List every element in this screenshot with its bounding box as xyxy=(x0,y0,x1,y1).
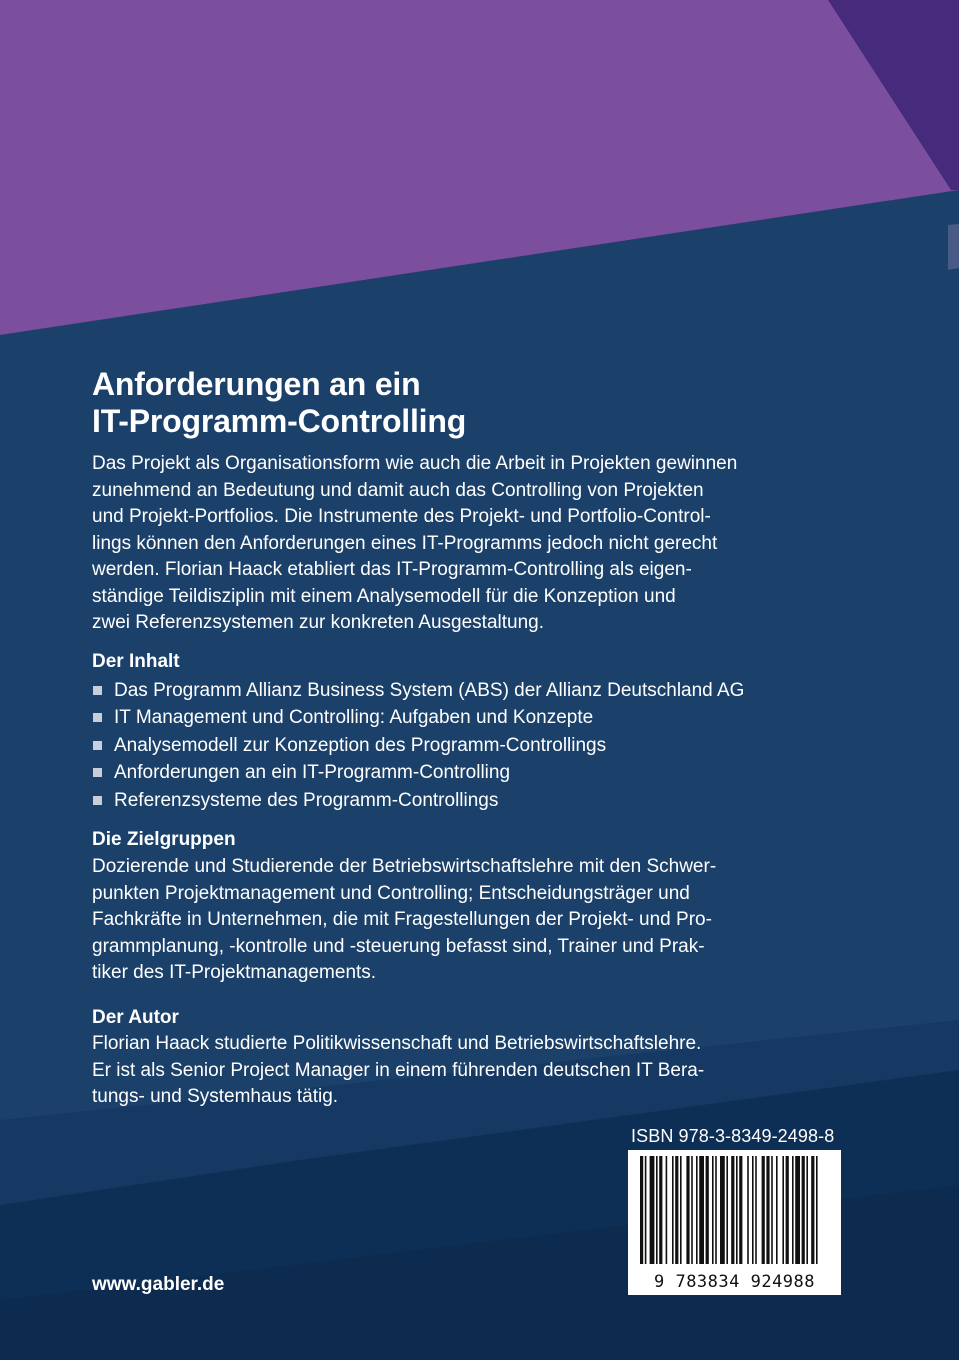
barcode-bar xyxy=(645,1156,647,1264)
autor-paragraph xyxy=(92,1031,704,1111)
barcode-bar xyxy=(672,1156,674,1264)
barcode-digits: 9 783834 924988 xyxy=(653,1272,816,1292)
barcode-bar xyxy=(806,1156,808,1264)
barcode-bar xyxy=(786,1156,789,1264)
barcode-bar xyxy=(776,1156,778,1264)
barcode-bar xyxy=(792,1156,794,1264)
list-item xyxy=(92,677,744,704)
barcode-bar xyxy=(795,1156,800,1264)
intro-line: ständige Teildisziplin mit einem Analysemodell für die Konzeption und xyxy=(92,585,676,607)
barcode-bar xyxy=(811,1156,814,1264)
list-item xyxy=(92,759,744,786)
barcode-bar xyxy=(659,1156,662,1264)
barcode-bar xyxy=(802,1156,805,1264)
list-item-text: IT Management und Controlling: Aufgaben und Konzepte xyxy=(114,707,594,729)
barcode-bar xyxy=(752,1156,754,1264)
autor-line: Er ist als Senior Project Manager in einem führenden deutschen IT Bera- xyxy=(92,1059,705,1081)
barcode xyxy=(628,1150,841,1295)
intro-line: Das Projekt als Organisationsform wie auch die Arbeit in Projekten gewinnen xyxy=(92,453,738,474)
barcode-bar xyxy=(771,1156,773,1264)
edge-accent xyxy=(948,224,959,270)
autor-line: tungs- und Systemhaus tätig. xyxy=(92,1086,339,1107)
zielgruppen-heading: Die Zielgruppen xyxy=(92,829,236,850)
list-item-text: Analysemodell zur Konzeption des Programm-Controllings xyxy=(114,734,607,756)
barcode-bar xyxy=(731,1156,734,1264)
barcode-bar xyxy=(699,1156,704,1264)
intro-line: werden. Florian Haack etabliert das IT-Programm-Controlling als eigen- xyxy=(92,559,692,580)
zielgruppen-line: Fachkräfte in Unternehmen, die mit Fragestellungen der Projekt- und Pro- xyxy=(92,909,712,930)
barcode-bar xyxy=(736,1156,738,1264)
zielgruppen-paragraph xyxy=(92,854,716,987)
barcode-bar xyxy=(686,1156,689,1264)
barcode-bar xyxy=(782,1156,784,1264)
zielgruppen-line: Dozierende und Studierende der Betriebswirtschaftslehre mit den Schwer- xyxy=(92,856,717,877)
barcode-bar xyxy=(675,1156,678,1264)
square-bullet-icon xyxy=(93,796,102,805)
book-title-line-2: IT-Programm-Controlling xyxy=(92,403,467,439)
barcode-bar xyxy=(762,1156,765,1264)
barcode-bar xyxy=(640,1156,643,1264)
zielgruppen-line: grammplanung, -kontrolle und -steuerung befasst sind, Trainer und Prak- xyxy=(92,935,705,957)
barcode-bar xyxy=(650,1156,655,1264)
square-bullet-icon xyxy=(93,686,102,695)
barcode-bar xyxy=(696,1156,698,1264)
intro-line: lings können den Anforderungen eines IT-Programms jedoch nicht gerecht xyxy=(92,532,718,554)
book-title-line-1: Anforderungen an ein xyxy=(92,366,421,402)
inhalt-heading: Der Inhalt xyxy=(92,651,180,672)
barcode-bar xyxy=(656,1156,658,1264)
barcode-bar xyxy=(706,1156,709,1264)
barcode-bar xyxy=(766,1156,769,1264)
book-title xyxy=(92,366,466,440)
publisher-url: www.gabler.de xyxy=(92,1274,225,1295)
square-bullet-icon xyxy=(93,741,102,750)
list-item-text: Das Programm Allianz Business System (ABS) der Allianz Deutschland AG xyxy=(114,680,745,701)
inhalt-list xyxy=(92,677,744,814)
list-item xyxy=(92,704,744,731)
list-item-text: Anforderungen an ein IT-Programm-Controlling xyxy=(114,762,511,784)
intro-line: zwei Referenzsystemen zur konkreten Ausgestaltung. xyxy=(92,612,545,633)
barcode-bar xyxy=(666,1156,668,1264)
isbn-label: ISBN 978-3-8349-2498-8 xyxy=(631,1126,835,1146)
barcode-bar xyxy=(747,1156,749,1264)
barcode-bar xyxy=(691,1156,693,1264)
square-bullet-icon xyxy=(93,713,102,722)
intro-line: zunehmend an Bedeutung und damit auch das Controlling von Projekten xyxy=(92,479,704,501)
barcode-bar xyxy=(680,1156,682,1264)
square-bullet-icon xyxy=(93,768,102,777)
intro-paragraph xyxy=(92,451,737,637)
barcode-bar xyxy=(715,1156,717,1264)
autor-line: Florian Haack studierte Politikwissenschaft und Betriebswirtschaftslehre. xyxy=(92,1033,702,1054)
barcode-bar xyxy=(816,1156,818,1264)
zielgruppen-line: punkten Projektmanagement und Controlling; Entscheidungsträger und xyxy=(92,882,690,904)
list-item xyxy=(92,787,744,814)
barcode-bar xyxy=(755,1156,757,1264)
barcode-bar xyxy=(739,1156,742,1264)
barcode-bar xyxy=(726,1156,728,1264)
intro-line: und Projekt-Portfolios. Die Instrumente des Projekt- und Portfolio-Control- xyxy=(92,506,711,527)
barcode-bar xyxy=(712,1156,714,1264)
barcode-bar xyxy=(720,1156,725,1264)
list-item-text: Referenzsysteme des Programm-Controllings xyxy=(114,789,499,811)
autor-heading: Der Autor xyxy=(92,1007,179,1028)
list-item xyxy=(92,732,744,759)
zielgruppen-line: tiker des IT-Projektmanagements. xyxy=(92,962,377,983)
